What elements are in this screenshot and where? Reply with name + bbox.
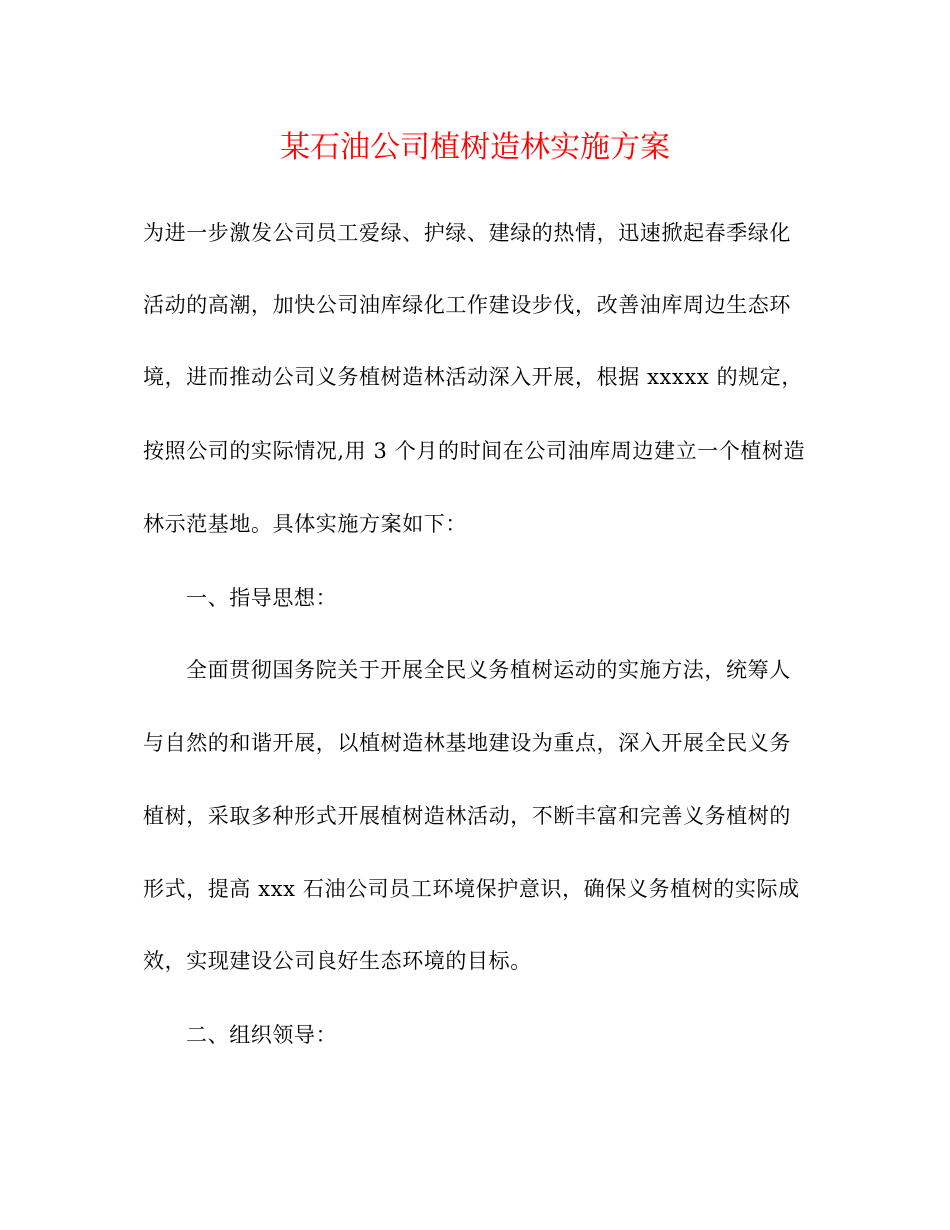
- document-title: 某石油公司植树造林实施方案: [280, 130, 670, 165]
- section-heading: 二、组织领导：: [186, 1023, 338, 1047]
- paragraph-line: 活动的高潮，加快公司油库绿化工作建设步伐，改善油库周边生态环: [143, 293, 791, 317]
- paragraph-line: 与自然的和谐开展，以植树造林基地建设为重点，深入开展全民义务: [143, 731, 791, 755]
- section-heading: 一、指导思想：: [186, 586, 338, 610]
- paragraph-line: 效，实现建设公司良好生态环境的目标。: [143, 949, 532, 973]
- paragraph-line: 按照公司的实际情况,用 3 个月的时间在公司油库周边建立一个植树造: [143, 439, 806, 463]
- paragraph-line: 全面贯彻国务院关于开展全民义务植树运动的实施方法，统筹人: [186, 658, 791, 682]
- paragraph-line: 为进一步激发公司员工爱绿、护绿、建绿的热情，迅速掀起春季绿化: [143, 221, 791, 245]
- paragraph-line: 形式，提高 xxx 石油公司员工环境保护意识，确保义务植树的实际成: [143, 877, 800, 901]
- paragraph-line: 植树，采取多种形式开展植树造林活动，不断丰富和完善义务植树的: [143, 804, 791, 828]
- paragraph-line: 林示范基地。具体实施方案如下：: [143, 512, 467, 536]
- paragraph-line: 境，进而推动公司义务植树造林活动深入开展，根据 xxxxx 的规定，: [143, 365, 803, 389]
